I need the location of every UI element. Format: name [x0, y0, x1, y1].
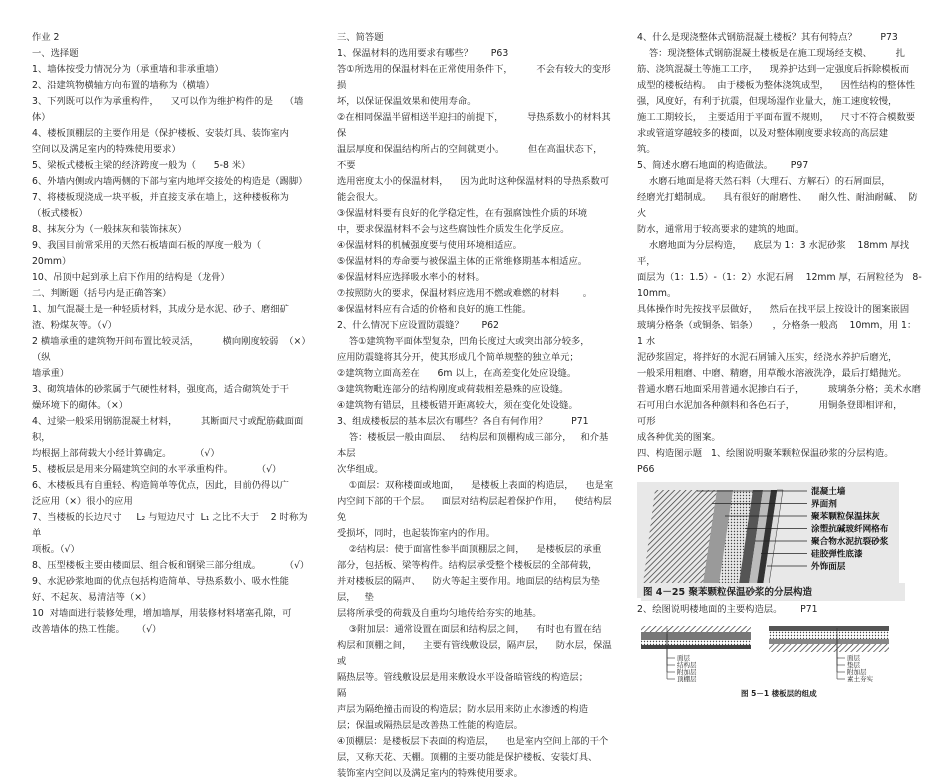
right-column-line: 水磨地面为分层构造， 底层为 1：3 水泥砂浆 18mm 厚找平， [637, 240, 910, 267]
middle-column-line: ③建筑物毗连部分的结构刚度或荷载相差悬殊的应设缝。 [337, 384, 569, 395]
right-column-line: 一般采用粗磨、中磨、精磨，用草酸水溶液洗净，最后打蜡抛光。 [637, 368, 907, 379]
middle-column-line: 次华组成。 [337, 464, 384, 475]
middle-column-line: 部分，包括板、梁等构件。结构层承受整个楼板层的全部荷载， [337, 560, 598, 571]
middle-column-line: 声层为隔绝撞击而设的构造层；防水层用来防止水渗透的构造 [337, 704, 589, 715]
column-right-text [637, 30, 922, 478]
right-column-line: 玻璃分格条（或铜条、铝条） ，分格条一般高 10mm，用 1：1 水 [637, 320, 917, 347]
left-column-line: 空间以及满足室内的特殊使用要求） [32, 144, 181, 155]
left-column-line: 8、压型楼板主要由楼面层、组合板和钢梁三部分组成。 （√） [32, 560, 310, 571]
right-column-line: 筋、浇筑混凝土等施工工序， 现养护达到一定强度后拆除模板而 [637, 64, 910, 75]
middle-column-line: 应用防震缝将其分开，使其形成几个简单规整的独立单元； [337, 352, 579, 363]
right-column-line: 4、什么是现浇整体式钢筋混凝土楼板？其有何特点？ P73 [637, 32, 898, 43]
figure-caption: 图 5－1 楼板层的组成 [741, 689, 817, 698]
right-column-line: 石可用白水泥加各种颜料和各色石子， 用铜条登即相评和， 可形 [637, 400, 915, 427]
middle-column-line: ⑦按照防火的要求，保温材料应选用不燃或难燃的材料 。 [337, 288, 593, 299]
middle-column-line: 层将所承受的荷载及自重均匀地传给夯实的地基。 [337, 608, 542, 619]
middle-column-line: 坏，以保证保温效果和使用寿命。 [337, 96, 477, 107]
left-column-line: 2 横墙承重的建筑物开间布置比较灵活， 横向刚度较弱 （×）（纵 [32, 336, 311, 363]
right-column-line: 求或管道穿越较多的楼面，以及对整体刚度要求较高的高层建 [637, 128, 889, 139]
left-column-line: 3、砌筑墙体的砂浆属于气硬性材料，强度高，适合砌筑处于干 [32, 384, 289, 395]
left-column-line: 4、楼板顶棚层的主要作用是（保护楼板、安装灯具、装饰室内 [32, 128, 289, 139]
middle-column-line: ②在相同保温半留相送半迎扫的前提下， 导热系数小的材料其保 [337, 112, 611, 139]
middle-column-line: 内空间下部的干个层。 面层对结构层起着保护作用， 使结构层免 [337, 496, 612, 523]
layer-label: 外饰面层 [811, 562, 846, 572]
middle-column-line: ⑤保温材料的寿命要与被保温主体的正常维修期基本相适应。 [337, 256, 588, 267]
right-column-line: 筑。 [637, 144, 656, 155]
left-column-line: 改善墙体的热工性能。 （√） [32, 624, 162, 635]
middle-column-line: 能会很大。 [337, 192, 384, 203]
left-column-line: 项板。（√） [32, 544, 80, 555]
middle-column-line: ②结构层：使于面富性参半面顶棚层之间， 是楼板层的承重 [337, 544, 602, 555]
middle-column-line: 层，又称天花、天棚。顶棚的主要功能是保护楼板、安装灯具、 [337, 752, 598, 763]
middle-column-line: 三、简答题 [337, 32, 384, 43]
layer-label: 涂塑抗碱玻纤网格布 [811, 524, 889, 535]
middle-column-line: 隔热层等。管线敷设层是用来敷设水平设备暗管线的构造层； 隔 [337, 672, 612, 699]
left-column-line: 6、外墙内侧或内墙两侧的下部与室内地坪交接处的构造是（踢脚） [32, 176, 308, 187]
left-column-line: 1、加气混凝土是一种轻质材料，其成分是水泥、砂子、磨细矿 [32, 304, 289, 315]
left-column-line: 4、过梁一般采用钢筋混凝土材料， 其断面尺寸或配筋截面面积， [32, 416, 304, 443]
middle-column-line: 中，要求保温材料不会与这些腐蚀性介质发生化学反应。 [337, 224, 570, 235]
middle-column-line: 答①建筑物平面体型复杂，凹角长度过大或突出部分较多， [337, 336, 590, 347]
middle-column-line: ⑧保温材料应有合适的价格和良好的施工性能。 [337, 304, 532, 315]
middle-column-line: 答：楼板层一般由面层、 结构层和顶棚构成三部分， 和介基本层 [337, 432, 609, 459]
right-column-line: 答：现浇整体式钢筋混凝土楼板是在施工现场经支模、 扎 [637, 48, 905, 59]
layer-label: 混凝土墙 [811, 487, 846, 497]
column-left [32, 30, 315, 638]
right-column-line: 水磨石地面是将天然石料（大理石、方解石）的石屑面层， [637, 176, 891, 187]
layer-label: 界面剂 [811, 499, 837, 510]
left-column-line: 燥环境下的砌体。（×） [32, 400, 129, 411]
floor-layer-label: 附加层 [847, 668, 867, 676]
middle-column-line: 构层和顶棚之间， 主要有管线敷设层，隔声层， 防水层，保温或 [337, 640, 612, 667]
middle-column-line: ①面层：双称楼面或地面， 是楼板上表面的构造层， 也是室 [337, 480, 614, 491]
question-floor-layers: 2、绘图说明楼地面的主要构造层。 P71 [637, 604, 818, 615]
middle-column-line: ④建筑物有错层，且楼板错开距离较大，须在变化处设缝。 [337, 400, 578, 411]
floor-layer-label: 结构层 [677, 661, 697, 669]
right-column-line: 施工工期较长， 主要适用于平面布置不规则， 尺寸不符合模数要 [637, 112, 916, 123]
middle-column-line: 并对楼板层的隔声、 防火等起主要作用。地面层的结构层为垫层， 垫 [337, 576, 600, 603]
right-column-line: 普通水磨石地面采用普通水泥掺白石子， 玻璃条分格；美术水磨 [637, 384, 921, 395]
left-column-line: 1、墙体按受力情况分为（承重墙和非承重墙） [32, 64, 224, 75]
figure-floor-layers [637, 622, 899, 700]
floor-layer-label: 面层 [677, 654, 690, 662]
left-column-line: 5、梁板式楼板主梁的经济跨度一般为（ 5-8 米） [32, 160, 251, 171]
left-column-line: 8、抹灰分为（一般抹灰和装饰抹灰） [32, 224, 187, 235]
middle-column-line: 装饰室内空间以及满足室内的特殊使用要求。 [337, 768, 523, 779]
left-column-line: 渣、粉煤灰等。（√） [32, 320, 117, 331]
middle-column-line: ②建筑物立面高差在 6m 以上，在高差变化处应设缝。 [337, 368, 577, 379]
left-column-line: 9、水泥砂浆地面的优点包括构造简单、导热系数小、吸水性能 [32, 576, 289, 587]
middle-column-line: ④保温材料的机械强度要与使用环境相适应。 [337, 240, 522, 251]
left-column-line: 好、不起灰、易清洁等（×） [32, 592, 152, 603]
left-column-line: 10、吊顶中起到承上启下作用的结构是（龙骨） [32, 272, 230, 283]
floor-layer-label: 素土夯实 [847, 675, 873, 683]
left-column-line: 一、选择题 [32, 48, 79, 59]
middle-column-line: ③附加层：通常设置在面层和结构层之间， 有时也有置在结 [337, 624, 602, 635]
column-right [637, 30, 922, 700]
right-column-line: 5、简述水磨石地面的构造做法。 P97 [637, 160, 809, 171]
left-column-line: 墙承重） [32, 368, 70, 379]
left-column-line: 5、楼板层是用来分隔建筑空间的水平承重构件。 （√） [32, 464, 282, 475]
right-column-line: 成型的楼板结构。 由于楼板为整体浇筑成型， 因性结构的整体性 [637, 80, 916, 91]
insulation-diagram [637, 482, 899, 598]
floor-layer-label: 面层 [847, 654, 860, 662]
middle-column-line: ⑥保温材料应选择吸水率小的材料。 [337, 272, 485, 283]
left-column-line: 6、木楼板具有自重轻、构造简单等优点，因此，目前仍得以广 [32, 480, 289, 491]
left-column-line: 10 对墙面进行装修处理，增加墙厚，用装修材料堵塞孔隙，可 [32, 608, 292, 619]
figure-insulation-layers [637, 482, 899, 598]
middle-column-line: 1、保温材料的选用要求有哪些？ P63 [337, 48, 509, 59]
middle-column-line: 层；保温或隔热层是改善热工性能的构造层。 [337, 720, 523, 731]
floor-layer-label: 顶棚层 [677, 675, 697, 683]
middle-column-line: 受损坏，同时，也起装饰室内的作用。 [337, 528, 496, 539]
figure-caption: 图 4－25 聚苯颗粒保温砂浆的分层构造 [641, 583, 905, 601]
left-column-line: 作业 2 [32, 32, 60, 43]
layer-label: 聚苯颗粒保温抹灰 [811, 512, 880, 522]
left-column-line: （板式楼板） [32, 208, 88, 219]
left-column-line: 7、将楼板现浇成一块平板，并直接支承在墙上，这种楼板称为 [32, 192, 289, 203]
middle-column-line: ④顶棚层：是楼板层下表面的构造层， 也是室内空间上部的干个 [337, 736, 609, 747]
right-column-line: 四、构造图示题 1、绘图说明聚苯颗粒保温砂浆的分层构造。 P66 [637, 448, 918, 475]
right-column-line: 防水，通常用于较高要求的建筑的地面。 [637, 224, 805, 235]
left-column-line: 2、沿建筑物横轴方向布置的墙称为（横墙） [32, 80, 215, 91]
floor-layer-label: 垫层 [847, 661, 860, 669]
left-column-line: 泛应用（×）很小的应用 [32, 496, 133, 507]
left-column-line: 9、我国目前常采用的天然石板墙面石板的厚度一般为（ 20mm） [32, 240, 285, 267]
floor-layer-label: 附加层 [677, 668, 697, 676]
left-column-line: 均根据上部荷载大小经计算确定。 （√） [32, 448, 220, 459]
left-column-line: 7、当楼板的长边尺寸 L₂ 与短边尺寸 L₁ 之比不大于 2 时称为单 [32, 512, 308, 539]
right-column-line: 具体操作时先按找平层做好， 然后在找平层上按设计的图案嵌固 [637, 304, 910, 315]
right-column-line: 泥砂浆固定，将拌好的水泥石屑铺入压实，经浇水养护后磨光， [637, 352, 898, 363]
middle-column-line: 温层厚度和保温结构所占的空间就更小。 但在高温状态下， 不要 [337, 144, 609, 171]
middle-column-line: 答①所选用的保温材料在正常使用条件下， 不会有较大的变形损 [337, 64, 611, 91]
right-column-line: 经磨光打蜡制成。 具有很好的耐磨性、 耐久性、耐油耐碱、 防火 [637, 192, 918, 219]
middle-column-line: 3、组成楼板层的基本层次有哪些？各自有何作用？ P71 [337, 416, 589, 427]
middle-column-line: 2、什么情况下应设置防震缝？ P62 [337, 320, 499, 331]
layer-label: 聚合物水泥抗裂砂浆 [811, 537, 889, 547]
right-column-line: 强，风度好，有利于抗震，但现场湿作业量大，施工速度较慢， [637, 96, 898, 107]
column-middle [337, 30, 617, 782]
left-column-line: 3、下列既可以作为承重构件， 又可以作为维护构件的是 （墙体） [32, 96, 304, 123]
right-column-line: 成各种优美的图案。 [637, 432, 721, 443]
middle-column-line: 选用密度太小的保温材料， 因为此时这种保温材料的导热系数可 [337, 176, 610, 187]
left-column-line: 二、判断题（括号内是正确答案） [32, 288, 172, 299]
layer-label: 硅胶弹性底漆 [811, 549, 863, 560]
middle-column-line: ③保温材料要有良好的化学稳定性，在有强腐蚀性介质的环境 [337, 208, 588, 219]
right-column-line: 面层为（1：1.5）-（1：2）水泥石屑 12mm 厚，石屑粒径为 8-10mm。 [637, 272, 922, 299]
